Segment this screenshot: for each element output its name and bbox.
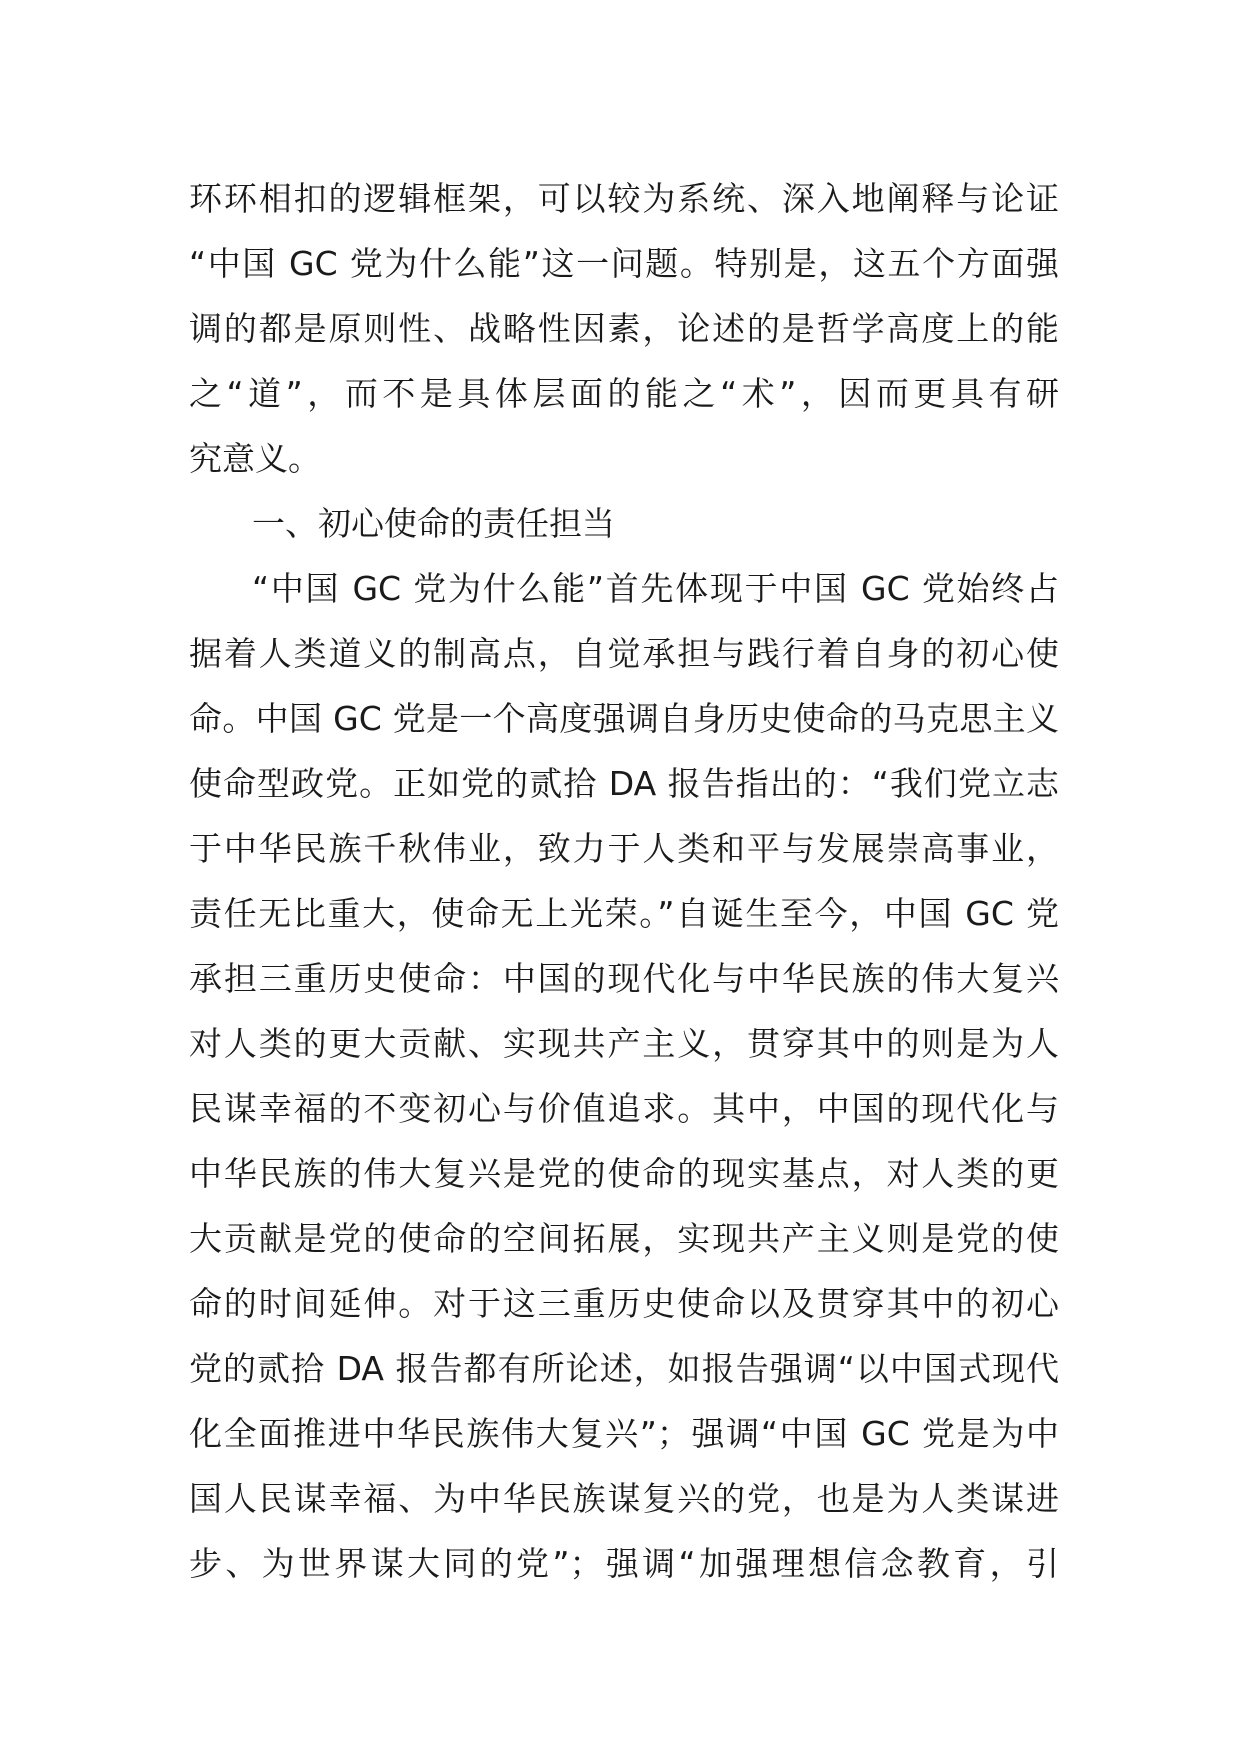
text-line: 命的时间延伸。对于这三重历史使命以及贯穿其中的初心 (189, 1284, 1059, 1323)
text-line: 责任无比重大，使命无上光荣。”自诞生至今，中国 GC 党 (189, 894, 1059, 933)
text-line: 命。中国 GC 党是一个高度强调自身历史使命的马克思主义 (189, 699, 1059, 738)
text-line: “中国 GC 党为什么能”首先体现于中国 GC 党始终占 (252, 569, 1059, 608)
text-line: 调的都是原则性、战略性因素，论述的是哲学高度上的能 (189, 309, 1059, 348)
text-line: 于中华民族千秋伟业，致力于人类和平与发展崇高事业， (189, 829, 1059, 868)
text-line: 党的贰拾 DA 报告都有所论述，如报告强调“以中国式现代 (189, 1349, 1059, 1388)
text-line: 使命型政党。正如党的贰拾 DA 报告指出的：“我们党立志 (189, 764, 1059, 803)
text-line: 大贡献是党的使命的空间拓展，实现共产主义则是党的使 (189, 1219, 1059, 1258)
text-line: 民谋幸福的不变初心与价值追求。其中，中国的现代化与 (189, 1089, 1059, 1128)
text-line: 环环相扣的逻辑框架，可以较为系统、深入地阐释与论证 (189, 179, 1059, 218)
text-line: “中国 GC 党为什么能”这一问题。特别是，这五个方面强 (189, 244, 1059, 283)
text-line: 步、为世界谋大同的党”；强调“加强理想信念教育，引 (189, 1544, 1059, 1583)
text-line: 国人民谋幸福、为中华民族谋复兴的党，也是为人类谋进 (189, 1479, 1059, 1518)
text-line: 据着人类道义的制高点，自觉承担与践行着自身的初心使 (189, 634, 1059, 673)
text-line: 中华民族的伟大复兴是党的使命的现实基点，对人类的更 (189, 1154, 1059, 1193)
section-heading: 一、初心使命的责任担当 (252, 504, 615, 543)
text-line: 之“道”，而不是具体层面的能之“术”，因而更具有研 (189, 374, 1059, 413)
text-line: 究意义。 (189, 439, 321, 478)
text-line: 对人类的更大贡献、实现共产主义，贯穿其中的则是为人 (189, 1024, 1059, 1063)
text-line: 承担三重历史使命：中国的现代化与中华民族的伟大复兴 (189, 959, 1059, 998)
text-line: 化全面推进中华民族伟大复兴”；强调“中国 GC 党是为中 (189, 1414, 1059, 1453)
document-body (189, 166, 1059, 1596)
